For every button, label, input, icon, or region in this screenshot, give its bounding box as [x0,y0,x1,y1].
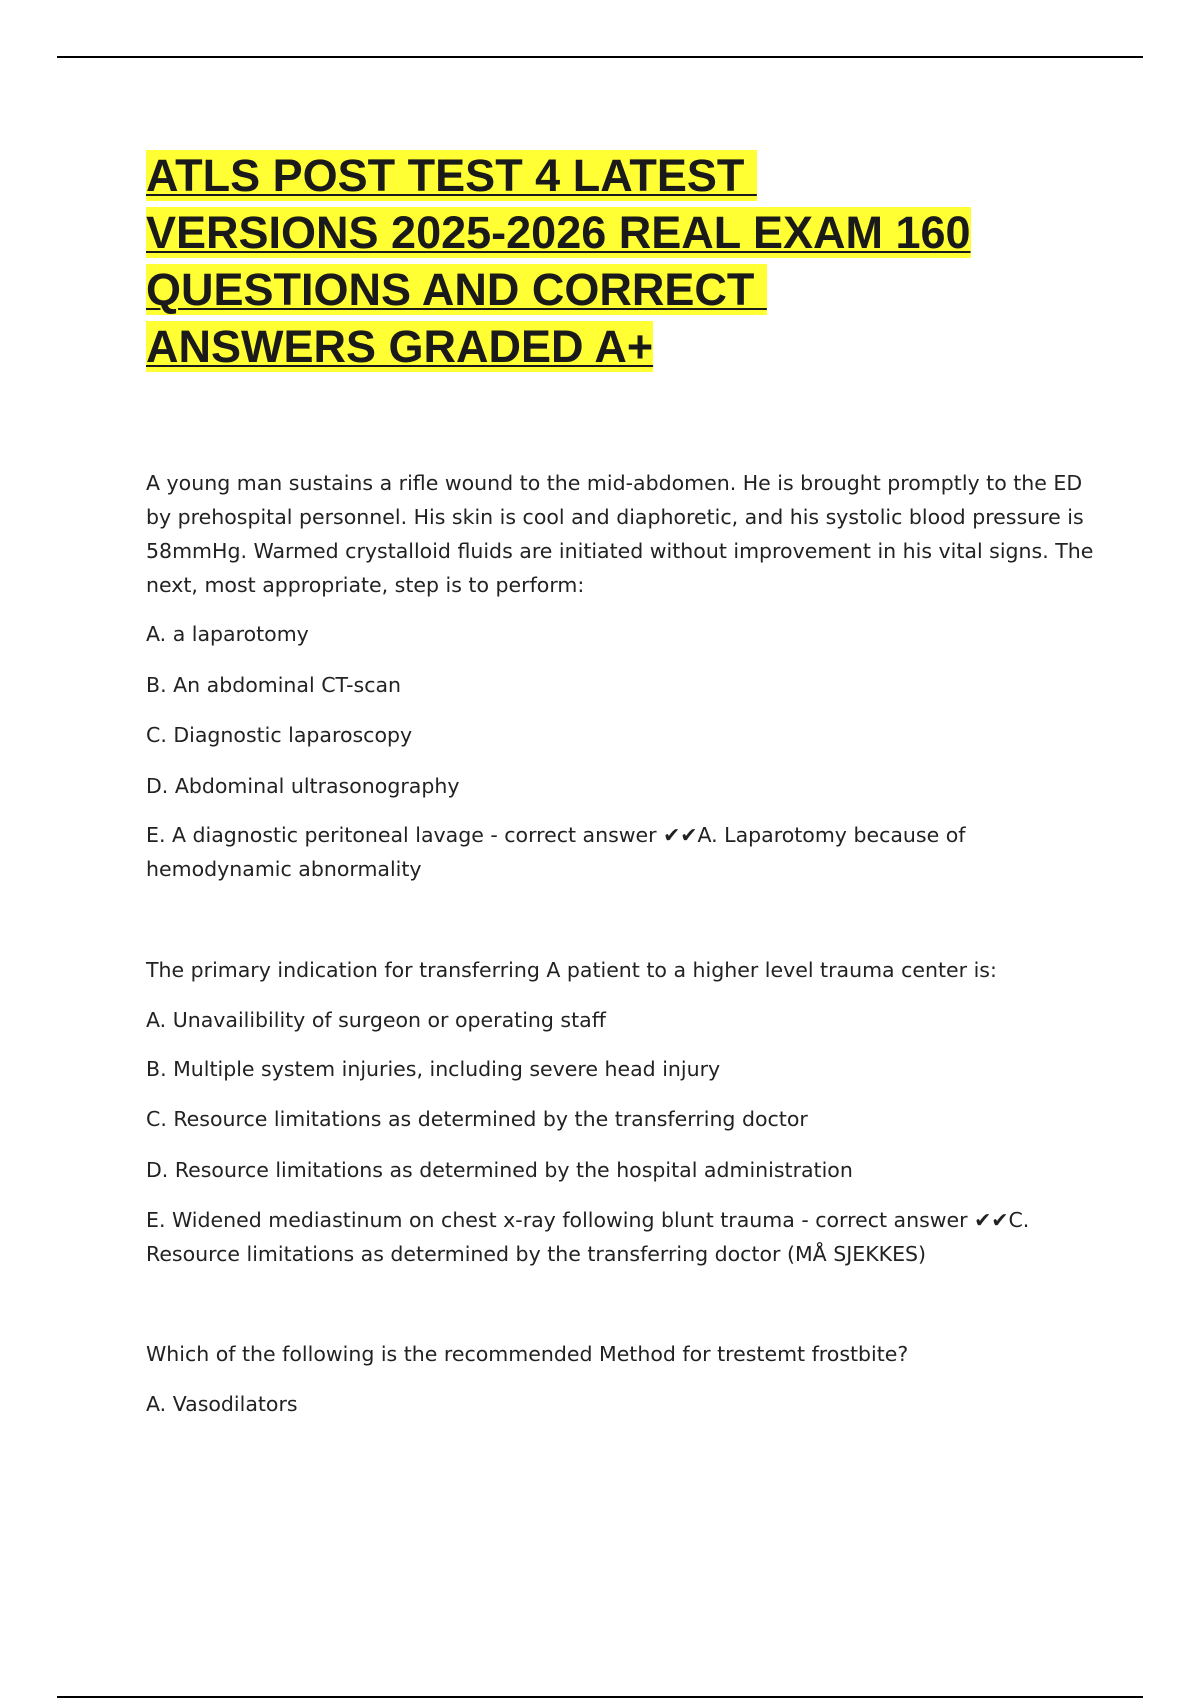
title-line: ATLS POST TEST 4 LATEST [146,150,757,201]
question-2-option-c: C. Resource limitations as determined by the transferring doctor [146,1107,808,1131]
title-line: VERSIONS 2025-2026 REAL EXAM 160 [146,207,971,258]
question-1-option-a: A. a laparotomy [146,622,309,646]
question-1-option-e-answer: E. A diagnostic peritoneal lavage - correct answer ✔✔A. Laparotomy because of hemodynamic abnormality [146,823,966,881]
question-2-stem: The primary indication for transferring A patient to a higher level trauma center is: [146,958,997,982]
question-3-option-a: A. Vasodilators [146,1392,298,1416]
question-2-option-d: D. Resource limitations as determined by the hospital administration [146,1158,853,1182]
top-rule [57,56,1143,58]
bottom-rule [57,1696,1143,1698]
title-line: ANSWERS GRADED A+ [146,321,654,372]
question-1-option-d: D. Abdominal ultrasonography [146,774,460,798]
title-line: QUESTIONS AND CORRECT [146,264,767,315]
question-1-option-c: C. Diagnostic laparoscopy [146,723,413,747]
document-title [146,147,1066,375]
question-1-stem: A young man sustains a rifle wound to the mid-abdomen. He is brought promptly to the ED by prehospital personnel. His skin is cool and diaphoretic, and his systolic blood pressure is 58mmHg. Warmed crystalloid fluids are initiated without improvement in his vital signs. The next, most appropriate, step is to perform: [146,471,1094,597]
question-1-option-b: B. An abdominal CT-scan [146,673,402,697]
question-2-option-b: B. Multiple system injuries, including severe head injury [146,1057,721,1081]
question-2-option-e-answer: E. Widened mediastinum on chest x-ray following blunt trauma - correct answer ✔✔C. Resource limitations as determined by the transferring doctor (MÅ SJEKKES) [146,1208,1030,1266]
question-2-option-a: A. Unavailibility of surgeon or operating staff [146,1008,606,1032]
question-3-stem: Which of the following is the recommended Method for trestemt frostbite? [146,1342,909,1366]
